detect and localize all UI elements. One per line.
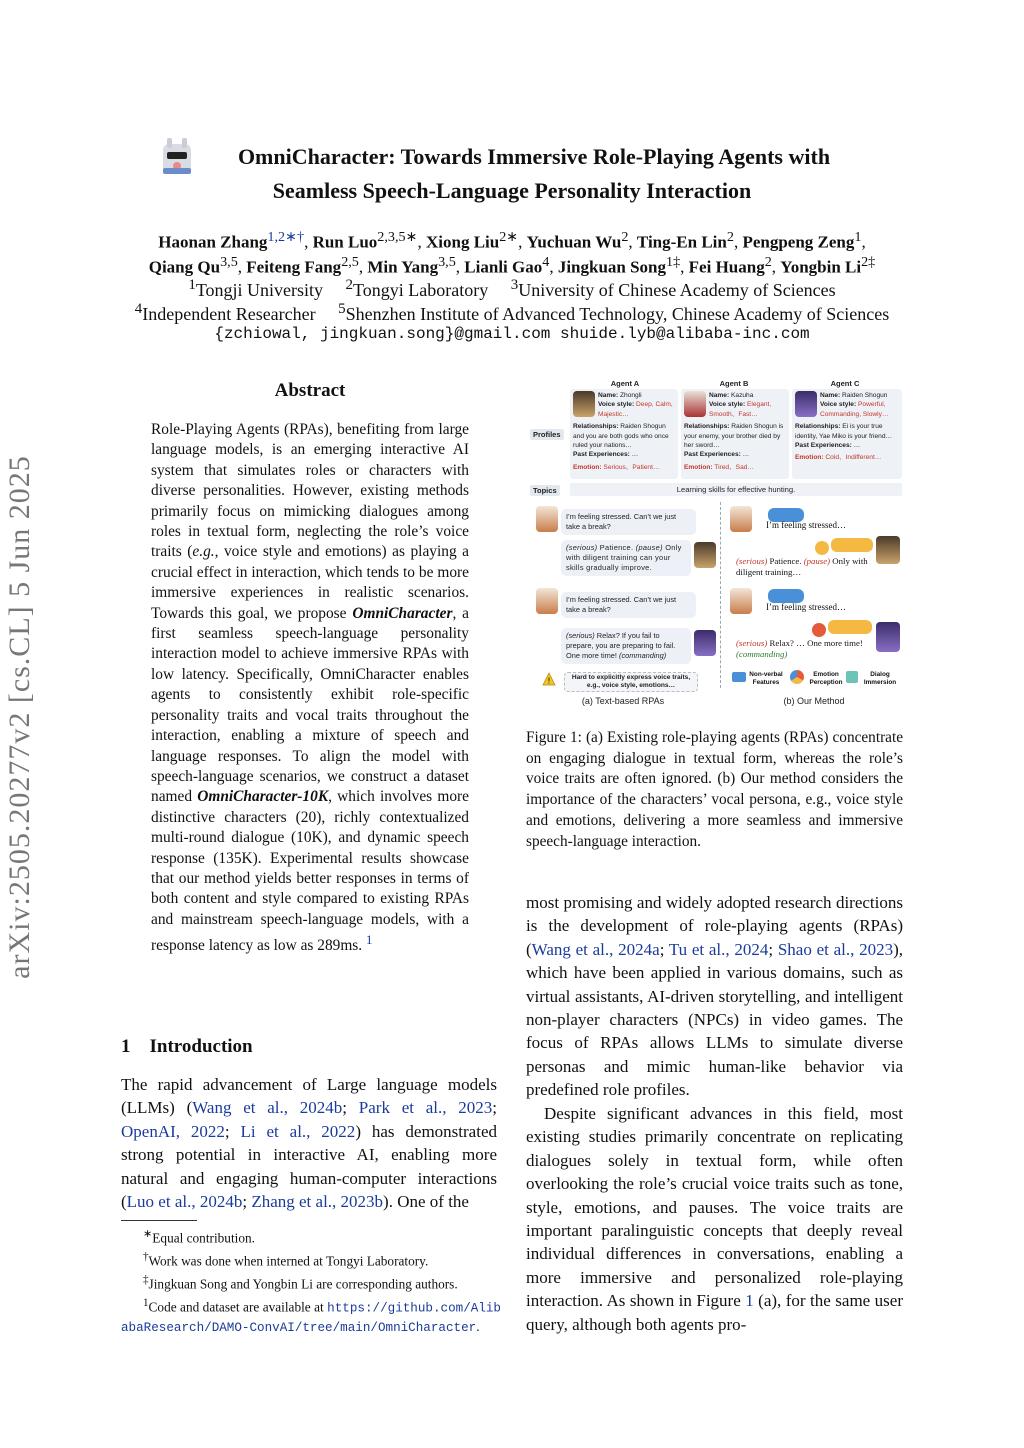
feature-nonverbal: Non-verbal Features: [749, 671, 783, 686]
raiden-avatar: [694, 630, 716, 656]
profiles-label: Profiles: [530, 429, 564, 440]
topics-label: Topics: [530, 485, 560, 496]
footnote-rule: [121, 1220, 197, 1221]
citation-link[interactable]: Luo et al., 2024b: [126, 1192, 243, 1212]
user-avatar: [730, 506, 752, 532]
citation-link[interactable]: OpenAI, 2022: [121, 1121, 225, 1141]
affiliations-line-2: $^4$Independent Researcher $^5$Shenzhen Institute of Advanced Technology, Chinese Academy of Sciences: [134, 301, 890, 324]
section-heading-introduction: 1 Introduction: [121, 1036, 253, 1057]
figure-1: [528, 376, 906, 714]
citation-link[interactable]: Wang et al., 2024b: [192, 1098, 343, 1118]
figure-ref-link[interactable]: 1: [745, 1291, 754, 1311]
warning-icon: [542, 672, 556, 686]
citation-link[interactable]: Shao et al., 2023: [777, 939, 894, 959]
raiden-avatar: [876, 622, 900, 652]
user-avatar: [536, 506, 558, 532]
agent-a-card: Name: Zhongli Voice style: Deep, Calm, Majestic… Relationships: Raiden Shogun and you are both gods who once ruled your nations… Past Experiences: … Emotion: Serious、Patient…: [570, 389, 678, 479]
emotion-icon: [790, 670, 804, 684]
topic-text: Learning skills for effective hunting.: [570, 483, 902, 496]
feature-immersion: Dialog Immersion: [863, 671, 897, 686]
paper-title-line2: Seamless Speech-Language Personality Interaction: [272, 178, 752, 203]
zhongli-avatar: [573, 391, 595, 417]
agent-reply-2: (serious) Relax? If you fail to prepare, you are preparing to fail. One more time! (commanding): [561, 628, 691, 664]
agent-a-header: Agent A: [610, 379, 640, 388]
audio-wave-icon: [768, 589, 804, 603]
affiliations-line-1: $^1$Tongji University $^2$Tongyi Laboratory $^3$University of Chinese Academy of Sciences: [188, 277, 836, 300]
author-emails: {zchiowal, jingkuan.song}@gmail.com shuide.lyb@alibaba-inc.com: [214, 325, 810, 343]
user-speech-1: I’m feeling stressed…: [766, 520, 846, 530]
footnotes: ∗Equal contribution. †Work was done when interned at Tongyi Laboratory. ‡Jingkuan Song and Yongbin Li are corresponding authors. $^1$Code and dataset are available at https://github.com/AlibabaResearch/DAMO-ConvAI/tree/main/OmniCharacter.: [121, 1228, 501, 1336]
user-speech-2: I’m feeling stressed…: [766, 602, 846, 612]
agent-speech-1: (serious) Patience. (pause) Only with diligent training…: [736, 556, 868, 577]
audio-wave-icon: [828, 620, 872, 634]
author-line-2: Qiang Qu$^{3,5}$, Feiteng Fang$^{2,5}$, Min Yang$^{3,5}$, Lianli Gao$^4$, Jingkuan Song$^{1\ddagger}$, Fei Huang$^2$, Yongbin $Li^{2\ddagger}$: [148, 254, 876, 277]
subfigure-a-label: (a) Text-based RPAs: [581, 696, 665, 706]
serious-emoji-icon: [815, 541, 829, 555]
user-message-2: I’m feeling stressed. Can’t we just take a break?: [561, 592, 696, 618]
subfigure-b-label: (b) Our Method: [783, 696, 845, 706]
user-message-1: I’m feeling stressed. Can’t we just take a break?: [561, 509, 696, 535]
nonverbal-icon: [732, 672, 746, 682]
intro-paragraph-2: most promising and widely adopted research directions is the development of role-playing agents (RPAs) (Wang et al., 2024a; Tu et al., 2024; Shao et al., 2023), which have been applied in various domains, such as virtual assistants, AI-driven storytelling, and intelligent non-player characters (NPCs) in video games. The focus of RPAs allows LLMs to simulate diverse personas and mimic human-like behavior via predefined role profiles.: [526, 893, 904, 1100]
author-line-1: Haonan Zhang$^{1,2∗\dagger}$, Run Luo$^{2,3,5∗}$, Xiong Liu$^{2∗}$, Yuchuan Wu$^2$, Ting-En Lin$^2$, Pengpeng Zeng$^1$,: [158, 229, 866, 252]
user-avatar: [536, 588, 558, 614]
arxiv-identifier: arXiv:2505.20277v2 [cs.CL] 5 Jun 2025: [3, 455, 36, 979]
agent-b-card: Name: Kazuha Voice style: Elegant, Smooth、Fast… Relationships: Raiden Shogun is your enemy, your brother died by her sword… Past Experiences: … Emotion: Tired、Sad…: [681, 389, 789, 479]
footnote-link-1[interactable]: 1: [366, 933, 373, 948]
zhongli-avatar: [876, 536, 900, 564]
raiden-avatar: [795, 391, 817, 417]
citation-link[interactable]: Li et al., 2022: [240, 1121, 356, 1141]
immersion-icon: [846, 671, 858, 683]
citation-link[interactable]: Wang et al., 2024a: [531, 939, 660, 959]
intro-paragraph-1: The rapid advancement of Large language models (LLMs) (Wang et al., 2024b; Park et al., 2023; OpenAI, 2022; Li et al., 2022) has demonstrated strong potential in interactive AI, enabling more natural and engaging human-computer interactions (Luo et al., 2024b; Zhang et al., 2023b). One of the: [121, 1075, 497, 1212]
kazuha-avatar: [684, 391, 706, 417]
panel-divider: [720, 502, 721, 688]
abstract-body: Role-Playing Agents (RPAs), benefiting from large language models, is an emerging interactive AI system that simulates roles or characters with diverse personalities. However, existing methods primarily focus on mimicking dialogues among roles in textual form, neglecting the role’s voice traits (e.g., voice style and emotions) as playing a crucial effect in interaction, which tends to be more immersive experiences in realistic scenarios. Towards this goal, we propose OmniCharacter, a first seamless speech-language personality interaction model to achieve immersive RPAs with low latency. Specifically, OmniCharacter enables agents to consistently exhibit role-specific personality traits and vocal traits throughout the interaction, enabling a mixture of speech and language responses. To align the model with speech-language scenarios, we construct a dataset named OmniCharacter-10K, which involves more distinctive characters (20), richly contextualized multi-round dialogue (10K), and dynamic speech response (135K). Experimental results showcase that our method yields better responses in terms of both content and style compared to existing RPAs and mainstream speech-language models, with a response latency as low as 289ms. $^1$: [151, 421, 469, 955]
zhongli-avatar: [694, 542, 716, 568]
intro-paragraph-3: Despite significant advances in this field, most existing studies primarily concentrate on replicating dialogues solely in textual form, while often overlooking the role’s crucial voice traits such as tone, style, emotions, and pauses. The voice traits are important paralinguistic concepts that deeply reveal individual differences in conversations, enabling a more immersive and personalized role-playing interaction. As shown in Figure 1 (a), for the same user query, although both agents pro-: [526, 1104, 903, 1334]
citation-link[interactable]: Park et al., 2023: [358, 1098, 493, 1118]
audio-wave-icon: [831, 538, 873, 552]
abstract-heading: Abstract: [274, 380, 346, 401]
user-avatar: [730, 588, 752, 614]
agent-c-header: Agent C: [830, 379, 860, 388]
agent-reply-1: (serious) Patience. (pause) Only with diligent training can your skills gradually improve.: [561, 540, 691, 576]
citation-link[interactable]: Zhang et al., 2023b: [251, 1192, 384, 1212]
svg-text:!: !: [547, 676, 551, 686]
paper-title-line1: OmniCharacter: Towards Immersive Role-Playing Agents with: [237, 144, 831, 169]
citation-link[interactable]: Tu et al., 2024: [668, 939, 769, 959]
warning-text: Hard to explicitly express voice traits, e.g., voice style, emotions…: [564, 672, 698, 692]
code-url-link[interactable]: https://github.com/AlibabaResearch/DAMO-ConvAI/tree/main/OmniCharacter: [121, 1301, 501, 1336]
figure-1-caption: Figure 1: (a) Existing role-playing agents (RPAs) concentrate on engaging dialogue in textual form, whereas the role’s voice traits are often ignored. (b) Our method considers the importance of the characters’ vocal persona, e.g., voice style and emotions, delivering a more seamless and immersive speech-language interaction.: [526, 729, 903, 850]
agent-b-header: Agent B: [719, 379, 749, 388]
angry-emoji-icon: [812, 623, 826, 637]
agent-speech-2: (serious) Relax? … One more time! (commanding): [736, 638, 863, 659]
agent-c-card: Name: Raiden Shogun Voice style: Powerful, Commanding, Slowly… Relationships: Ei is your true identity, Yae Miko is your friend… Past Experiences: … Emotion: Cold、Indifferent…: [792, 389, 902, 479]
feature-emotion: Emotion Perception: [809, 671, 843, 686]
